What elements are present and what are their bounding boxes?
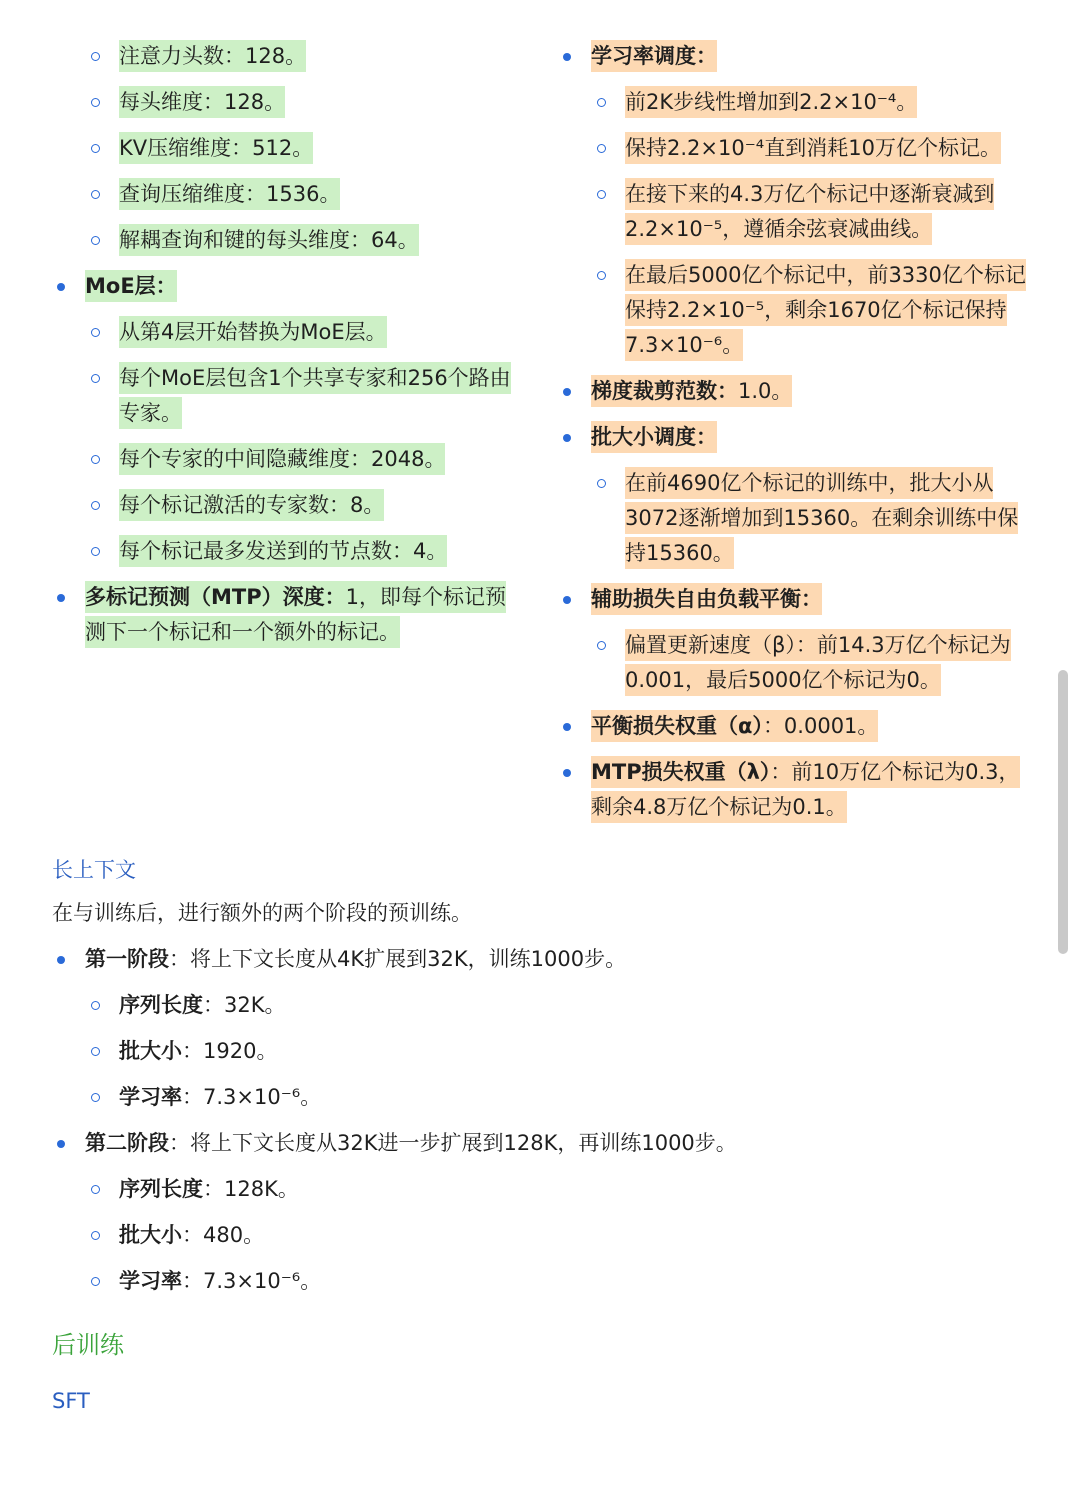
list-item: 在前4690亿个标记的训练中，批大小从3072逐渐增加到15360。在剩余训练中保持15360。 bbox=[558, 466, 1034, 571]
long-context-section bbox=[52, 853, 1042, 1310]
list-item: 每个专家的中间隐藏维度：2048。 bbox=[52, 442, 522, 477]
list-item-balance-weight: 平衡损失权重（α）：0.0001。 bbox=[558, 709, 1034, 744]
moe-list bbox=[52, 269, 522, 650]
list-item-mtp-loss-weight: MTP损失权重（λ）：前10万亿个标记为0.3，剩余4.8万亿个标记为0.1。 bbox=[558, 755, 1034, 825]
section-intro: 在与训练后，进行额外的两个阶段的预训练。 bbox=[52, 901, 472, 925]
section-heading-long-context: 长上下文 bbox=[52, 858, 136, 882]
list-item: 序列长度：32K。 bbox=[52, 988, 1042, 1023]
stage-2-label: 第二阶段 bbox=[85, 1131, 169, 1155]
batch-sublist bbox=[558, 466, 1034, 571]
list-item: 批大小：1920。 bbox=[52, 1034, 1042, 1069]
list-item-batch-schedule bbox=[558, 420, 1034, 571]
section-heading-sft: SFT bbox=[52, 1389, 90, 1413]
training-params-list bbox=[558, 39, 1034, 825]
list-item: 每个标记激活的专家数：8。 bbox=[52, 488, 522, 523]
list-item-moe bbox=[52, 269, 522, 569]
list-item: 每个标记最多发送到的节点数：4。 bbox=[52, 534, 522, 569]
list-item: 每个MoE层包含1个共享专家和256个路由专家。 bbox=[52, 361, 522, 431]
stage-1-label: 第一阶段 bbox=[85, 947, 169, 971]
list-item: 偏置更新速度（β）：前14.3万亿个标记为0.001，最后5000亿个标记为0。 bbox=[558, 628, 1034, 698]
list-item-lr-schedule bbox=[558, 39, 1034, 363]
aux-label: 辅助损失自由负载平衡： bbox=[591, 583, 822, 615]
right-column bbox=[558, 39, 1034, 836]
list-item: 学习率：7.3×10⁻⁶。 bbox=[52, 1080, 1042, 1115]
list-item-aux-free-balance bbox=[558, 582, 1034, 698]
list-item: 查询压缩维度：1536。 bbox=[52, 177, 522, 212]
moe-label: MoE层： bbox=[85, 270, 177, 302]
list-item: 学习率：7.3×10⁻⁶。 bbox=[52, 1264, 1042, 1299]
list-item: 每头维度：128。 bbox=[52, 85, 522, 120]
scrollbar-thumb[interactable] bbox=[1058, 670, 1068, 954]
balance-label: 平衡损失权重（α） bbox=[591, 714, 763, 738]
mtp-label: 多标记预测（MTP）深度： bbox=[85, 585, 346, 609]
list-item-grad-clip: 梯度裁剪范数：1.0。 bbox=[558, 374, 1034, 409]
aux-sublist bbox=[558, 628, 1034, 698]
list-item: 前2K步线性增加到2.2×10⁻⁴。 bbox=[558, 85, 1034, 120]
mtp-loss-label: MTP损失权重（λ） bbox=[591, 760, 771, 784]
list-item: 从第4层开始替换为MoE层。 bbox=[52, 315, 522, 350]
list-item: 在最后5000亿个标记中，前3330亿个标记保持2.2×10⁻⁵，剩余1670亿个标记保持7.3×10⁻⁶。 bbox=[558, 258, 1034, 363]
batch-label: 批大小调度： bbox=[591, 421, 717, 453]
list-item: 批大小：480。 bbox=[52, 1218, 1042, 1253]
stage-list bbox=[52, 942, 1042, 1299]
list-item-mtp: 多标记预测（MTP）深度：1，即每个标记预测下一个标记和一个额外的标记。 bbox=[52, 580, 522, 650]
moe-sublist bbox=[52, 315, 522, 569]
left-column bbox=[52, 39, 522, 661]
section-heading-post-training: 后训练 bbox=[52, 1331, 124, 1359]
list-item: 解耦查询和键的每头维度：64。 bbox=[52, 223, 522, 258]
grad-clip-label: 梯度裁剪范数： bbox=[591, 379, 738, 403]
list-item: KV压缩维度：512。 bbox=[52, 131, 522, 166]
attention-sublist bbox=[52, 39, 522, 258]
stage-2-sublist bbox=[52, 1172, 1042, 1299]
lr-label: 学习率调度： bbox=[591, 40, 717, 72]
list-item-stage-1: 第一阶段：将上下文长度从4K扩展到32K，训练1000步。 序列长度：32K。 批大小：1920。 学习率：7.3×10⁻⁶。 bbox=[52, 942, 1042, 1115]
list-item: 注意力头数：128。 bbox=[52, 39, 522, 74]
list-item: 序列长度：128K。 bbox=[52, 1172, 1042, 1207]
list-item-stage-2: 第二阶段：将上下文长度从32K进一步扩展到128K，再训练1000步。 序列长度：128K。 批大小：480。 学习率：7.3×10⁻⁶。 bbox=[52, 1126, 1042, 1299]
stage-1-sublist bbox=[52, 988, 1042, 1115]
list-item: 在接下来的4.3万亿个标记中逐渐衰减到2.2×10⁻⁵，遵循余弦衰减曲线。 bbox=[558, 177, 1034, 247]
list-item: 保持2.2×10⁻⁴直到消耗10万亿个标记。 bbox=[558, 131, 1034, 166]
lr-sublist bbox=[558, 85, 1034, 363]
